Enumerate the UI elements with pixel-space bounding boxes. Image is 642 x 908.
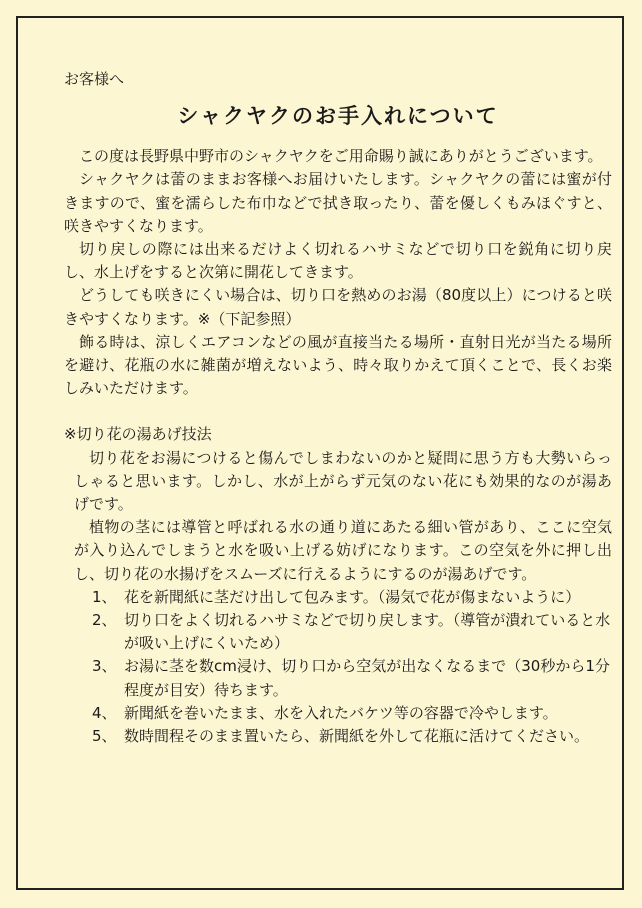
step-text: お湯に茎を数cm浸け、切り口から空気が出なくなるまで（30秒から1分程度が目安）待ちます。: [124, 657, 610, 699]
intro-paragraph: 飾る時は、涼しくエアコンなどの風が直接当たる場所・直射日光が当たる場所を避け、花瓶の水に雑菌が増えないよう、時々取りかえて頂くことで、長くお楽しみいただけます。: [64, 332, 612, 398]
step-item: [92, 655, 612, 701]
step-text: 数時間程そのまま置いたら、新聞紙を外して花瓶に活けてください。: [124, 727, 590, 746]
intro-paragraph: シャクヤクは蕾のままお客様へお届けいたします。シャクヤクの蕾には蜜が付きますので、蜜を濡らした布巾などで拭き取ったり、蕾を優しくもみほぐすと、咲きやすくなります。: [64, 170, 612, 235]
step-number: 5、: [92, 727, 117, 746]
intro-paragraph: 切り戻しの際には出来るだけよく切れるハサミなどで切り口を鋭角に切り戻し、水上げをすると次第に開花してきます。: [64, 240, 612, 282]
yuage-paragraph: 植物の茎には導管と呼ばれる水の通り道にあたる細い管があり、ここに空気が入り込んでしまうと水を吸い上げる妨げになります。この空気を外に押し出し、切り花の水揚げをスムーズに行えるようにするのが湯あげです。: [74, 518, 612, 583]
care-instructions: [64, 68, 612, 748]
intro-paragraph: どうしても咲きにくい場合は、切り口を熱めのお湯（80度以上）につけると咲きやすくなります。※（下記参照）: [64, 286, 612, 328]
yuage-paragraph: 切り花をお湯につけると傷んでしまわないのかと疑問に思う方も大勢いらっしゃると思います。しかし、水が上がらず元気のない花にも効果的なのが湯あげです。: [74, 448, 612, 514]
page-title: シャクヤクのお手入れについて: [177, 104, 499, 129]
salutation: お客様へ: [64, 70, 125, 88]
document-frame: [16, 16, 624, 890]
yuage-section: [64, 423, 612, 748]
step-number: 2、: [92, 611, 117, 630]
step-item: [92, 702, 612, 725]
step-list: [74, 586, 612, 748]
step-text: 新聞紙を巻いたまま、水を入れたバケツ等の容器で冷やします。: [124, 703, 558, 722]
step-text: 切り口をよく切れるハサミなどで切り戻します。（導管が潰れていると水が吸い上げにくいため）: [124, 611, 611, 653]
section-heading: ※切り花の湯あげ技法: [64, 425, 212, 444]
intro-paragraph: この度は長野県中野市のシャクヤクをご用命賜り誠にありがとうございます。: [79, 147, 603, 166]
step-item: [92, 725, 612, 748]
yuage-body: [64, 447, 612, 749]
step-item: [92, 609, 612, 655]
intro-section: [64, 145, 612, 400]
step-item: [92, 586, 612, 609]
step-number: 4、: [92, 703, 117, 722]
step-number: 3、: [92, 657, 117, 676]
step-number: 1、: [92, 587, 117, 606]
step-text: 花を新聞紙に茎だけ出して包みます。（湯気で花が傷まないように）: [124, 587, 581, 606]
